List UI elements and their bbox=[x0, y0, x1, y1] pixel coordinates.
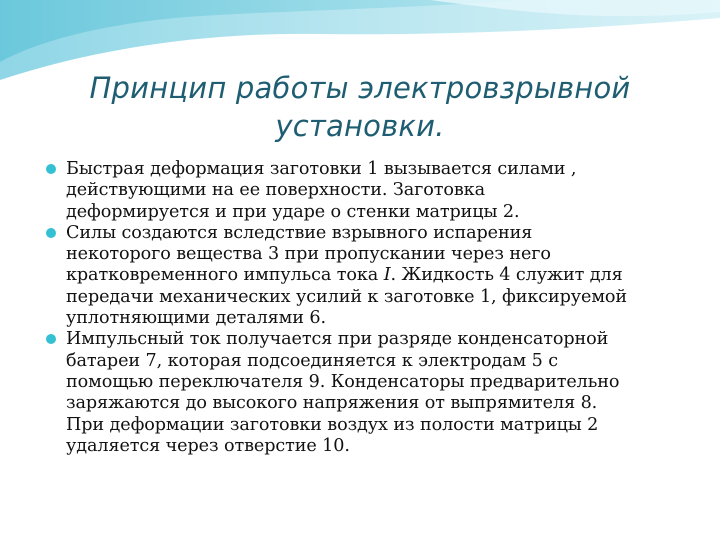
bullet-text-line: уплотняющими деталями 6. bbox=[66, 308, 326, 329]
slide-title-line-2: установки. bbox=[275, 109, 445, 143]
bullet-dot-icon bbox=[46, 164, 56, 174]
bullet-text-line: удаляется через отверстие 10. bbox=[66, 435, 350, 456]
bullet-text-line: Силы создаются вследствие взрывного испарения bbox=[66, 222, 533, 243]
bullet-text-line: действующими на ее поверхности. Заготовка bbox=[66, 180, 485, 201]
slide-title-line-1: Принцип работы электровзрывной bbox=[89, 71, 631, 105]
bullet-text-line bbox=[66, 265, 666, 286]
bullet-list bbox=[66, 159, 666, 457]
bullet-text-segment: . Жидкость 4 служит для bbox=[390, 265, 623, 286]
bullet-text-line: При деформации заготовки воздух из полости матрицы 2 bbox=[66, 414, 599, 435]
bullet-text-line: помощью переключателя 9. Конденсаторы предварительно bbox=[66, 371, 620, 392]
bullet-text-line: Быстрая деформация заготовки 1 вызывается силами , bbox=[66, 159, 577, 179]
bullet-text-segment: кратковременного импульса тока bbox=[66, 265, 384, 286]
bullet-text-line: деформируется и при ударе о стенки матрицы 2. bbox=[66, 201, 520, 222]
bullet-text-line: батареи 7, которая подсоединяется к электродам 5 с bbox=[66, 350, 558, 371]
bullet-text-line: заряжаются до высокого напряжения от выпрямителя 8. bbox=[66, 393, 598, 414]
bullet-item bbox=[66, 223, 666, 329]
bullet-item bbox=[66, 329, 666, 457]
bullet-dot-icon bbox=[46, 228, 56, 238]
bullet-text-line: Импульсный ток получается при разряде конденсаторной bbox=[66, 329, 609, 350]
bullet-dot-icon bbox=[46, 334, 56, 344]
bullet-text-line: передачи механических усилий к заготовке 1, фиксируемой bbox=[66, 286, 628, 307]
current-symbol: I bbox=[383, 265, 391, 286]
bullet-item bbox=[66, 159, 666, 223]
bullet-text-line: некоторого вещества 3 при пропускании через него bbox=[66, 244, 551, 265]
